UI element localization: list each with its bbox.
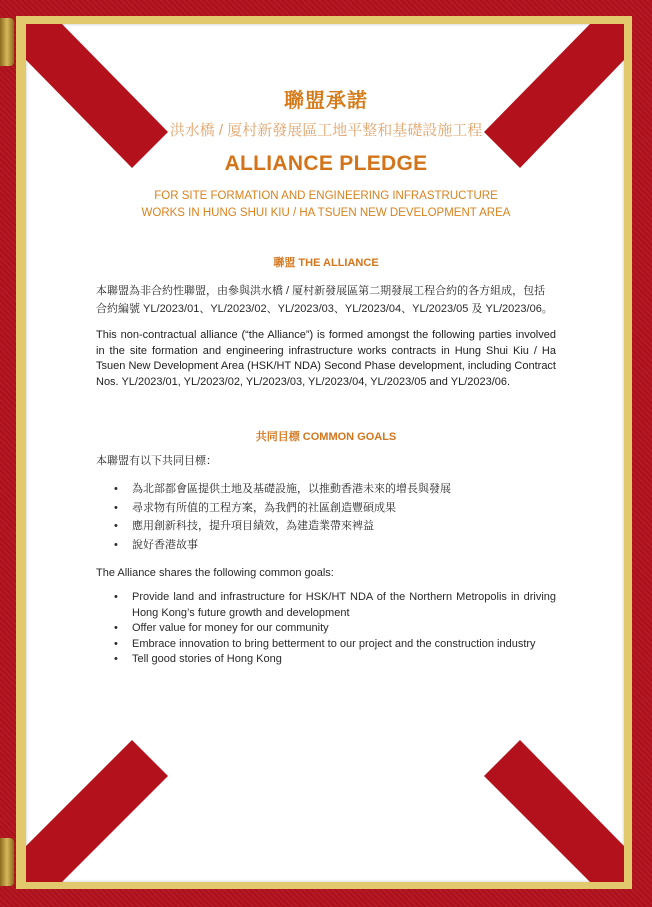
goal-text: Embrace innovation to bring betterment to our project and the construction industry — [132, 637, 536, 650]
bullet-icon: • — [114, 483, 118, 495]
goal-text: Provide land and infrastructure for HSK/HT NDA of the Northern Metropolis in driving Hong Kong’s future growth and development — [132, 591, 556, 619]
goal-text: 應用創新科技，提升項目績效，為建造業帶來裨益 — [132, 520, 374, 532]
list-item — [96, 590, 556, 621]
bullet-icon: • — [114, 622, 118, 634]
goals-list-chinese — [96, 480, 556, 554]
alliance-text-english: This non-contractual alliance (“the Alliance”) is formed amongst the following parties involved in the site formation and engineering infrastructure works contracts in Hung Shui Kiu / Ha Tsuen New Development Area (HSK/HT NDA) Second Phase development, including Contract Nos. YL/2023/01, YL/2023/02, YL/2023/03, YL/2023/04, YL/2023/05 and YL/2023/06. — [96, 329, 556, 388]
pledge-content — [96, 84, 556, 668]
subtitle-chinese: 洪水橋 / 厦村新發展區工地平整和基礎設施工程 — [169, 122, 483, 139]
goal-text: Offer value for money for our community — [132, 622, 329, 634]
goals-list-english — [96, 590, 556, 668]
subtitle-english — [96, 188, 556, 222]
bullet-icon: • — [114, 538, 118, 551]
subtitle-english-line-1: FOR SITE FORMATION AND ENGINEERING INFRASTRUCTURE — [154, 190, 498, 202]
goals-intro-chinese: 本聯盟有以下共同目標： — [96, 455, 217, 467]
subtitle-english-line-2: WORKS IN HUNG SHUI KIU / HA TSUEN NEW DEVELOPMENT AREA — [141, 207, 511, 219]
goal-text: 為北部都會區提供土地及基礎設施，以推動香港未來的增長與發展 — [132, 483, 451, 495]
list-item — [96, 652, 556, 668]
list-item — [96, 480, 556, 499]
goal-text: 尋求物有所值的工程方案，為我們的社區創造豐碩成果 — [132, 501, 396, 514]
alliance-text-chinese: 本聯盟為非合約性聯盟，由參與洪水橋 / 厦村新發展區第二期發展工程合約的各方組成，包括合約編號 YL/2023/01、YL/2023/02、YL/2023/03、YL/2023/04、YL/2023/05 及 YL/2023/06。 — [96, 285, 553, 315]
title-english: ALLIANCE PLEDGE — [224, 152, 428, 175]
goals-heading: 共同目標 COMMON GOALS — [255, 431, 397, 443]
binder-hinge-top — [0, 18, 14, 66]
list-item — [96, 621, 556, 637]
title-chinese: 聯盟承諾 — [284, 90, 368, 112]
goal-text: Tell good stories of Hong Kong — [132, 653, 282, 665]
list-item — [96, 499, 556, 518]
bullet-icon: • — [114, 637, 118, 650]
alliance-heading: 聯盟 THE ALLIANCE — [273, 257, 379, 269]
goals-intro-english: The Alliance shares the following common goals: — [96, 567, 334, 579]
goal-text: 說好香港故事 — [132, 538, 198, 551]
list-item — [96, 536, 556, 555]
bullet-icon: • — [114, 591, 118, 603]
bullet-icon: • — [114, 520, 118, 532]
bullet-icon: • — [114, 501, 118, 514]
list-item — [96, 517, 556, 536]
binder-hinge-bottom — [0, 838, 14, 886]
bullet-icon: • — [114, 653, 118, 665]
list-item — [96, 637, 556, 653]
